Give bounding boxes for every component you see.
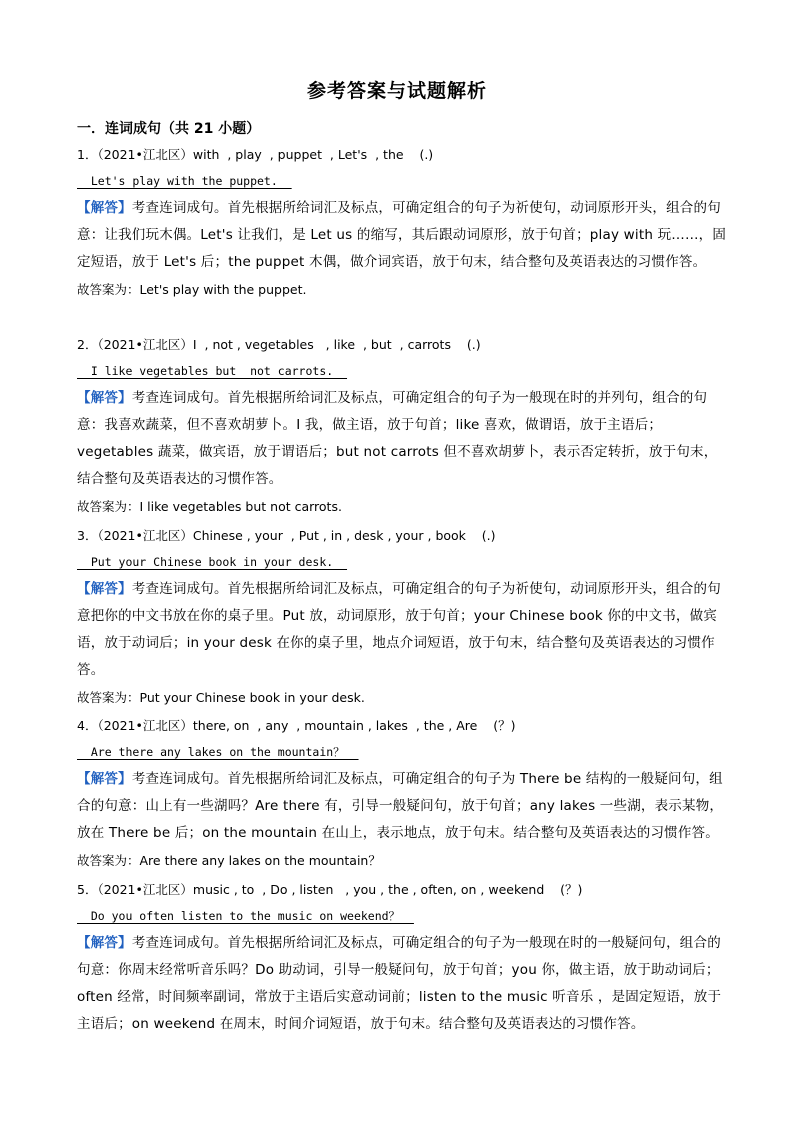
question-block xyxy=(77,876,727,1038)
section-heading: 一．连词成句（共 21 小题） xyxy=(77,121,261,137)
page-title: 参考答案与试题解析 xyxy=(306,80,487,102)
question-block xyxy=(77,712,727,874)
question-block xyxy=(77,141,727,303)
answer-line: Put your Chinese book in your desk. xyxy=(77,555,348,569)
explanation xyxy=(77,930,727,1038)
question-block xyxy=(77,522,727,711)
question-stem: 5．（2021•江北区）music , to , Do , listen , you , the , often, on , weekend (？) xyxy=(77,882,583,897)
question-stem: 4．（2021•江北区）there, on , any , mountain , lakes , the , Are (？) xyxy=(77,718,516,733)
explanation xyxy=(77,576,727,684)
explanation xyxy=(77,385,727,493)
answer-line: Let's play with the puppet. xyxy=(77,174,292,188)
answer-line: Are there any lakes on the mountain？ xyxy=(77,745,359,759)
final-answer: 故答案为：Put your Chinese book in your desk. xyxy=(77,690,365,705)
explanation-tag: 【解答】 xyxy=(77,581,132,597)
explanation-text: 考查连词成句。首先根据所给词汇及标点，可确定组合的句子为 There be 结构的一般疑问句，组合的句意：山上有一些湖吗？Are there 有，引导一般疑问句，放于句首；any lakes 一些湖，表示某物，放在 There be 后；on the mountain 在山上，表示地点，放于句末。结合整句及英语表达的习惯作答。 xyxy=(77,771,724,841)
explanation-text: 考查连词成句。首先根据所给词汇及标点，可确定组合的句子为祈使句，动词原形开头，组合的句意把你的中文书放在你的桌子里。Put 放，动词原形，放于句首；your Chinese book 你的中文书，做宾语，放于动词后；in your desk 在你的桌子里，地点介词短语，放于句末，结合整句及英语表达的习惯作答。 xyxy=(77,581,721,678)
explanation-tag: 【解答】 xyxy=(77,200,132,216)
question-block xyxy=(77,331,727,520)
answer-line: Do you often listen to the music on weekend？ xyxy=(77,909,414,923)
question-stem: 1．（2021•江北区）with , play , puppet , Let's , the (.) xyxy=(77,147,434,162)
explanation xyxy=(77,766,727,847)
explanation-text: 考查连词成句。首先根据所给词汇及标点，可确定组合的句子为一般现在时的一般疑问句，组合的句意：你周末经常听音乐吗？Do 助动词，引导一般疑问句，放于句首；you 你，做主语，放于助动词后；often 经常，时间频率副词，常放于主语后实意动词前；listen to the music 听音乐 ，是固定短语，放于主语后；on weekend 在周末，时间介词短语，放于句末。结合整句及英语表达的习惯作答。 xyxy=(77,935,722,1032)
question-stem: 3．（2021•江北区）Chinese , your , Put , in , desk , your , book (.) xyxy=(77,528,496,543)
explanation-text: 考查连词成句。首先根据所给词汇及标点，可确定组合的句子为祈使句，动词原形开头，组合的句意：让我们玩木偶。Let's 让我们，是 Let us 的缩写，其后跟动词原形，放于句首；play with 玩……，固定短语，放于 Let's 后；the puppet 木偶，做介词宾语，放于句末，结合整句及英语表达的习惯作答。 xyxy=(77,200,727,270)
explanation xyxy=(77,195,727,276)
final-answer: 故答案为：Are there any lakes on the mountain？ xyxy=(77,853,381,868)
explanation-tag: 【解答】 xyxy=(77,390,132,406)
final-answer: 故答案为：Let's play with the puppet. xyxy=(77,282,307,297)
final-answer: 故答案为：I like vegetables but not carrots. xyxy=(77,499,342,514)
explanation-tag: 【解答】 xyxy=(77,935,132,951)
explanation-tag: 【解答】 xyxy=(77,771,132,787)
explanation-text: 考查连词成句。首先根据所给词汇及标点，可确定组合的句子为一般现在时的并列句，组合的句意：我喜欢蔬菜，但不喜欢胡萝卜。I 我，做主语，放于句首；like 喜欢，做谓语，放于主语后；vegetables 蔬菜，做宾语，放于谓语后；but not carrots 但不喜欢胡萝卜，表示否定转折，放于句末，结合整句及英语表达的习惯作答。 xyxy=(77,390,718,487)
question-stem: 2．（2021•江北区）I , not , vegetables , like , but , carrots (.) xyxy=(77,337,481,352)
answer-line: I like vegetables but not carrots. xyxy=(77,364,348,378)
